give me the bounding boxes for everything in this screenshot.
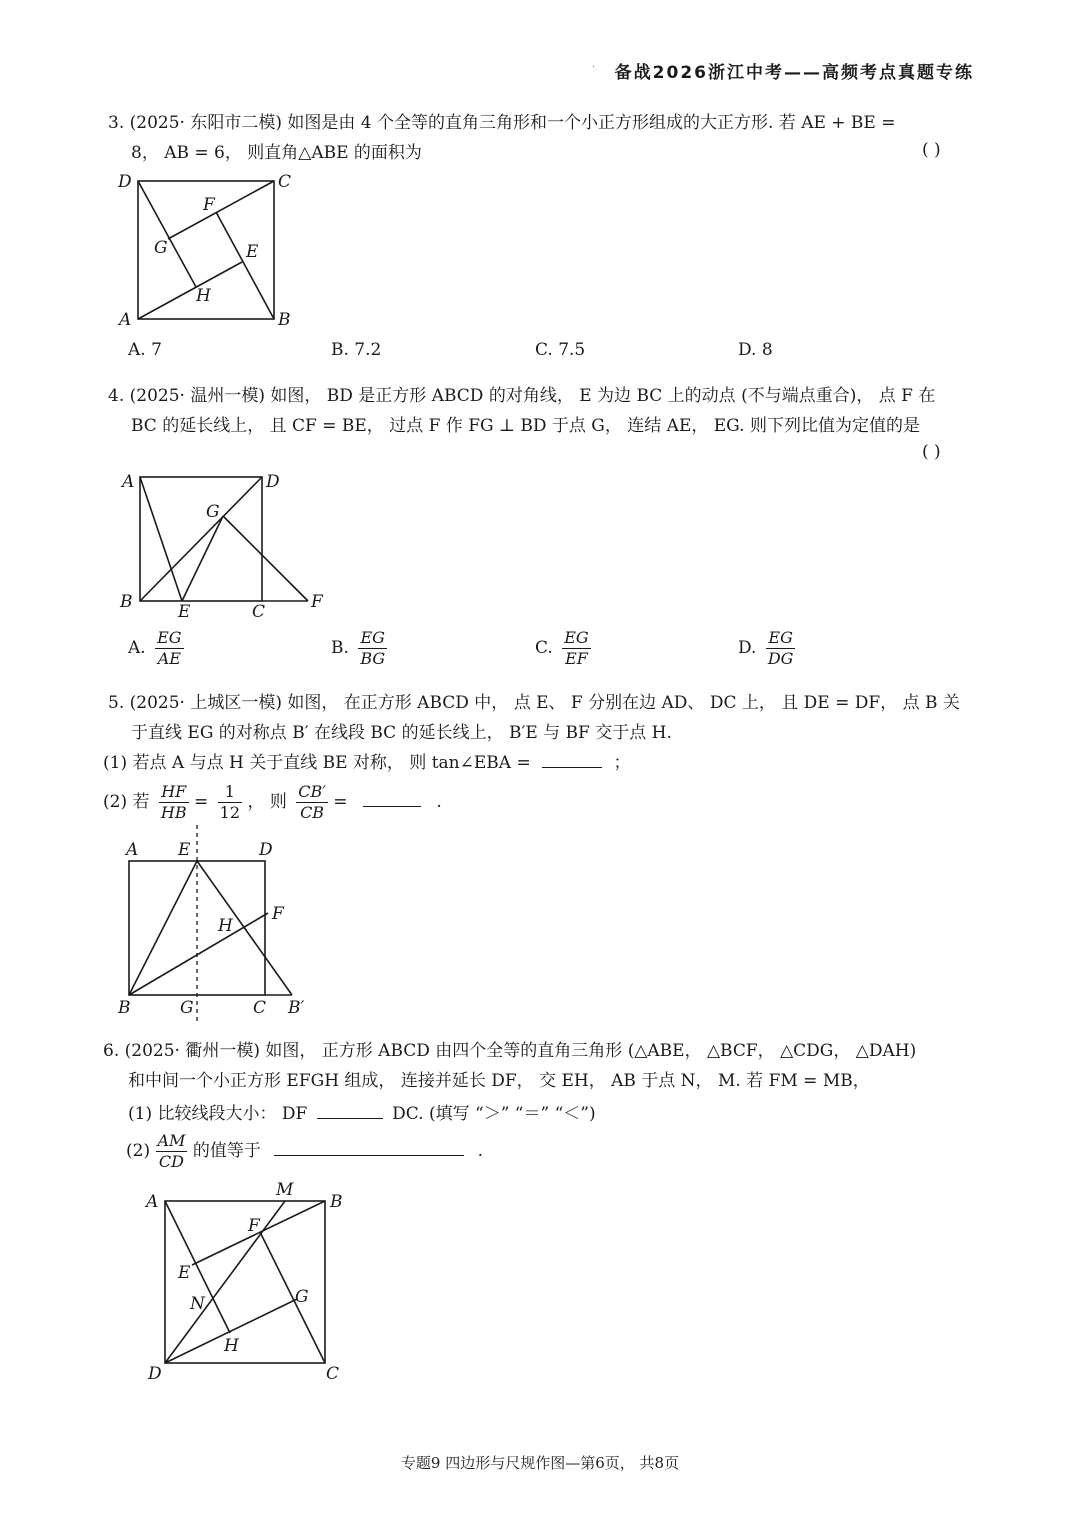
q4-stem-line2: BC 的延长线上， 且 CF = BE， 过点 F 作 FG ⊥ BD 于点 G， 连结 AE， EG. 则下列比值为定值的是 <box>131 416 920 436</box>
q6-line-C-F <box>260 1232 325 1363</box>
q4-label-D: D <box>266 472 280 492</box>
q5-label-B-prime: B′ <box>288 998 305 1018</box>
page-header-title: 备战2026浙江中考——高频考点真题专练 <box>614 63 974 83</box>
q4-option-d-num: EG <box>766 628 796 649</box>
q3-label-B: B <box>278 310 291 330</box>
q6-sub2-fraction-am-cd <box>156 1131 188 1172</box>
q4-option-d-letter: D. <box>738 638 757 658</box>
q3-stem-line2: 8， AB = 6， 则直角△ABE 的面积为 <box>131 143 422 163</box>
q6-frac-num: AM <box>157 1131 186 1150</box>
q5-sub2-eq2: = <box>333 792 348 812</box>
q4-label-G: G <box>206 502 220 522</box>
q6-sub2-text: 的值等于 <box>192 1141 261 1161</box>
q5-frac2-num: 1 <box>218 782 242 803</box>
q6-figure <box>140 1175 360 1390</box>
q4-option-a-fraction <box>155 628 183 669</box>
q5-sub2-eq: = <box>194 792 209 812</box>
q5-frac1-num: HF <box>159 782 189 803</box>
q5-stem-line2: 于直线 EG 的对称点 B′ 在线段 BC 的延长线上， B′E 与 BF 交于点 H. <box>131 723 672 743</box>
q4-stem-line1: 4. (2025· 温州一模) 如图， BD 是正方形 ABCD 的对角线， E 为边 BC 上的动点 (不与端点重合)， 点 F 在 <box>108 386 936 406</box>
q4-option-d-fraction <box>766 628 796 669</box>
q6-label-N: N <box>190 1294 205 1314</box>
q5-sub1-answer-blank[interactable] <box>542 753 602 768</box>
q4-option-d[interactable] <box>738 628 795 669</box>
q5-subquestion-2 <box>103 782 442 823</box>
q6-label-H: H <box>224 1336 239 1356</box>
q6-label-G: G <box>295 1287 309 1307</box>
q5-label-B: B <box>118 998 131 1018</box>
q5-figure <box>110 825 330 1025</box>
q4-option-c[interactable] <box>535 628 591 669</box>
q5-frac1-den: HB <box>160 803 187 822</box>
header-dot: · <box>592 62 596 73</box>
q4-answer-paren: ( ) <box>922 442 941 462</box>
q4-figure <box>110 465 340 625</box>
q4-label-E: E <box>178 602 191 622</box>
q3-label-H: H <box>196 286 211 306</box>
q5-sub2-answer-blank[interactable] <box>363 792 421 807</box>
q6-sub2-end: . <box>477 1141 484 1161</box>
q4-diagonal-BD <box>140 477 262 601</box>
q6-stem-line2: 和中间一个小正方形 EFGH 组成， 连接并延长 DF， 交 EH， AB 于点 N， M. 若 FM = MB， <box>128 1071 870 1091</box>
q3-figure <box>110 165 310 335</box>
q3-label-D: D <box>118 172 132 192</box>
q6-stem-line1: 6. (2025· 衢州一模) 如图， 正方形 ABCD 由四个全等的直角三角形 (△ABE， △BCF， △CDG， △DAH) <box>103 1041 917 1061</box>
q3-answer-paren: ( ) <box>922 140 941 160</box>
q6-label-C: C <box>326 1364 340 1384</box>
q4-line-GF <box>223 516 308 601</box>
q6-sub2-prefix: (2) <box>126 1141 151 1161</box>
q6-frac-den: CD <box>158 1152 184 1171</box>
q6-subquestion-1 <box>128 1101 596 1127</box>
q3-label-G: G <box>154 238 168 258</box>
q4-option-a-num: EG <box>157 628 182 647</box>
q5-sub2-fraction-1-12 <box>218 782 242 823</box>
q4-label-B: B <box>120 592 133 612</box>
q3-line-D-H <box>138 181 196 287</box>
q3-label-C: C <box>278 172 292 192</box>
q4-option-c-num: EG <box>564 628 589 647</box>
q4-label-A: A <box>122 472 135 492</box>
q3-label-A: A <box>119 310 132 330</box>
page-footer: 专题9 四边形与尺规作图—第6页， 共8页 <box>400 1454 680 1472</box>
q4-option-d-den: DG <box>767 649 794 668</box>
q6-sub1-prefix: (1) 比较线段大小： DF <box>128 1104 308 1124</box>
q4-option-b-letter: B. <box>331 638 349 658</box>
q4-option-a[interactable] <box>128 628 184 669</box>
q6-label-B: B <box>330 1192 343 1212</box>
q5-line-EB2 <box>197 861 292 995</box>
q6-label-A: A <box>146 1192 159 1212</box>
q6-label-M: M <box>276 1180 294 1200</box>
q4-option-b[interactable] <box>331 628 387 669</box>
q5-sub2-fraction-cb-cb <box>296 782 328 823</box>
q4-option-c-fraction <box>562 628 590 669</box>
q3-option-a[interactable]: A. 7 <box>128 340 162 360</box>
q3-label-F: F <box>203 195 215 215</box>
q5-label-F: F <box>272 904 284 924</box>
q4-line-AE <box>140 477 182 601</box>
q4-line-EG <box>182 516 223 601</box>
q4-label-F: F <box>311 592 323 612</box>
q6-sub2-answer-blank[interactable] <box>274 1141 464 1156</box>
q5-sub2-end: . <box>436 792 442 812</box>
q4-option-c-letter: C. <box>535 638 553 658</box>
q4-option-a-letter: A. <box>128 638 146 658</box>
q3-option-b[interactable]: B. 7.2 <box>331 340 382 360</box>
q6-subquestion-2 <box>126 1131 483 1172</box>
q4-option-c-den: EF <box>565 649 588 668</box>
q5-sub1-end: ； <box>613 753 631 773</box>
q3-line-C-G <box>168 181 274 239</box>
q6-sub1-suffix: DC. (填写 “＞” “＝” “＜”) <box>392 1104 596 1124</box>
q5-label-D: D <box>259 840 273 860</box>
q5-sub2-prefix: (2) 若 <box>103 792 150 812</box>
q6-label-F: F <box>248 1216 260 1236</box>
q4-label-C: C <box>252 602 266 622</box>
q5-frac3-num: CB′ <box>298 782 326 801</box>
q5-sub1-text: (1) 若点 A 与点 H 关于直线 BE 对称， 则 tan∠EBA = <box>103 753 531 773</box>
q5-sub2-fraction-hf-hb <box>159 782 189 823</box>
q3-line-A-F <box>138 262 242 319</box>
q5-sub2-mid: ， 则 <box>247 792 287 812</box>
q5-label-E: E <box>178 840 191 860</box>
q5-label-G: G <box>180 998 194 1018</box>
q6-label-E: E <box>178 1263 191 1283</box>
q5-label-H: H <box>218 916 233 936</box>
q4-option-b-den: BG <box>360 649 386 668</box>
q3-label-E: E <box>246 242 259 262</box>
q5-subquestion-1 <box>103 750 631 776</box>
q3-option-c[interactable]: C. 7.5 <box>535 340 586 360</box>
q4-option-b-num: EG <box>358 628 387 649</box>
q3-line-B-F <box>216 212 274 319</box>
q4-option-a-den: AE <box>157 649 181 668</box>
q5-label-C: C <box>253 998 267 1018</box>
q5-stem-line1: 5. (2025· 上城区一模) 如图， 在正方形 ABCD 中， 点 E、 F 分别在边 AD、 DC 上， 且 DE = DF， 点 B 关 <box>108 693 960 713</box>
q6-sub1-answer-blank[interactable] <box>317 1104 383 1119</box>
q3-stem-line1: 3. (2025· 东阳市二模) 如图是由 4 个全等的直角三角形和一个小正方形组成的大正方形. 若 AE + BE = <box>108 113 896 133</box>
q4-option-b-fraction <box>358 628 387 669</box>
q5-frac2-den: 12 <box>219 803 241 822</box>
q6-label-D: D <box>148 1364 162 1384</box>
q5-frac3-den: CB <box>300 803 325 822</box>
q3-option-d[interactable]: D. 8 <box>738 340 773 360</box>
q5-label-A: A <box>126 840 139 860</box>
